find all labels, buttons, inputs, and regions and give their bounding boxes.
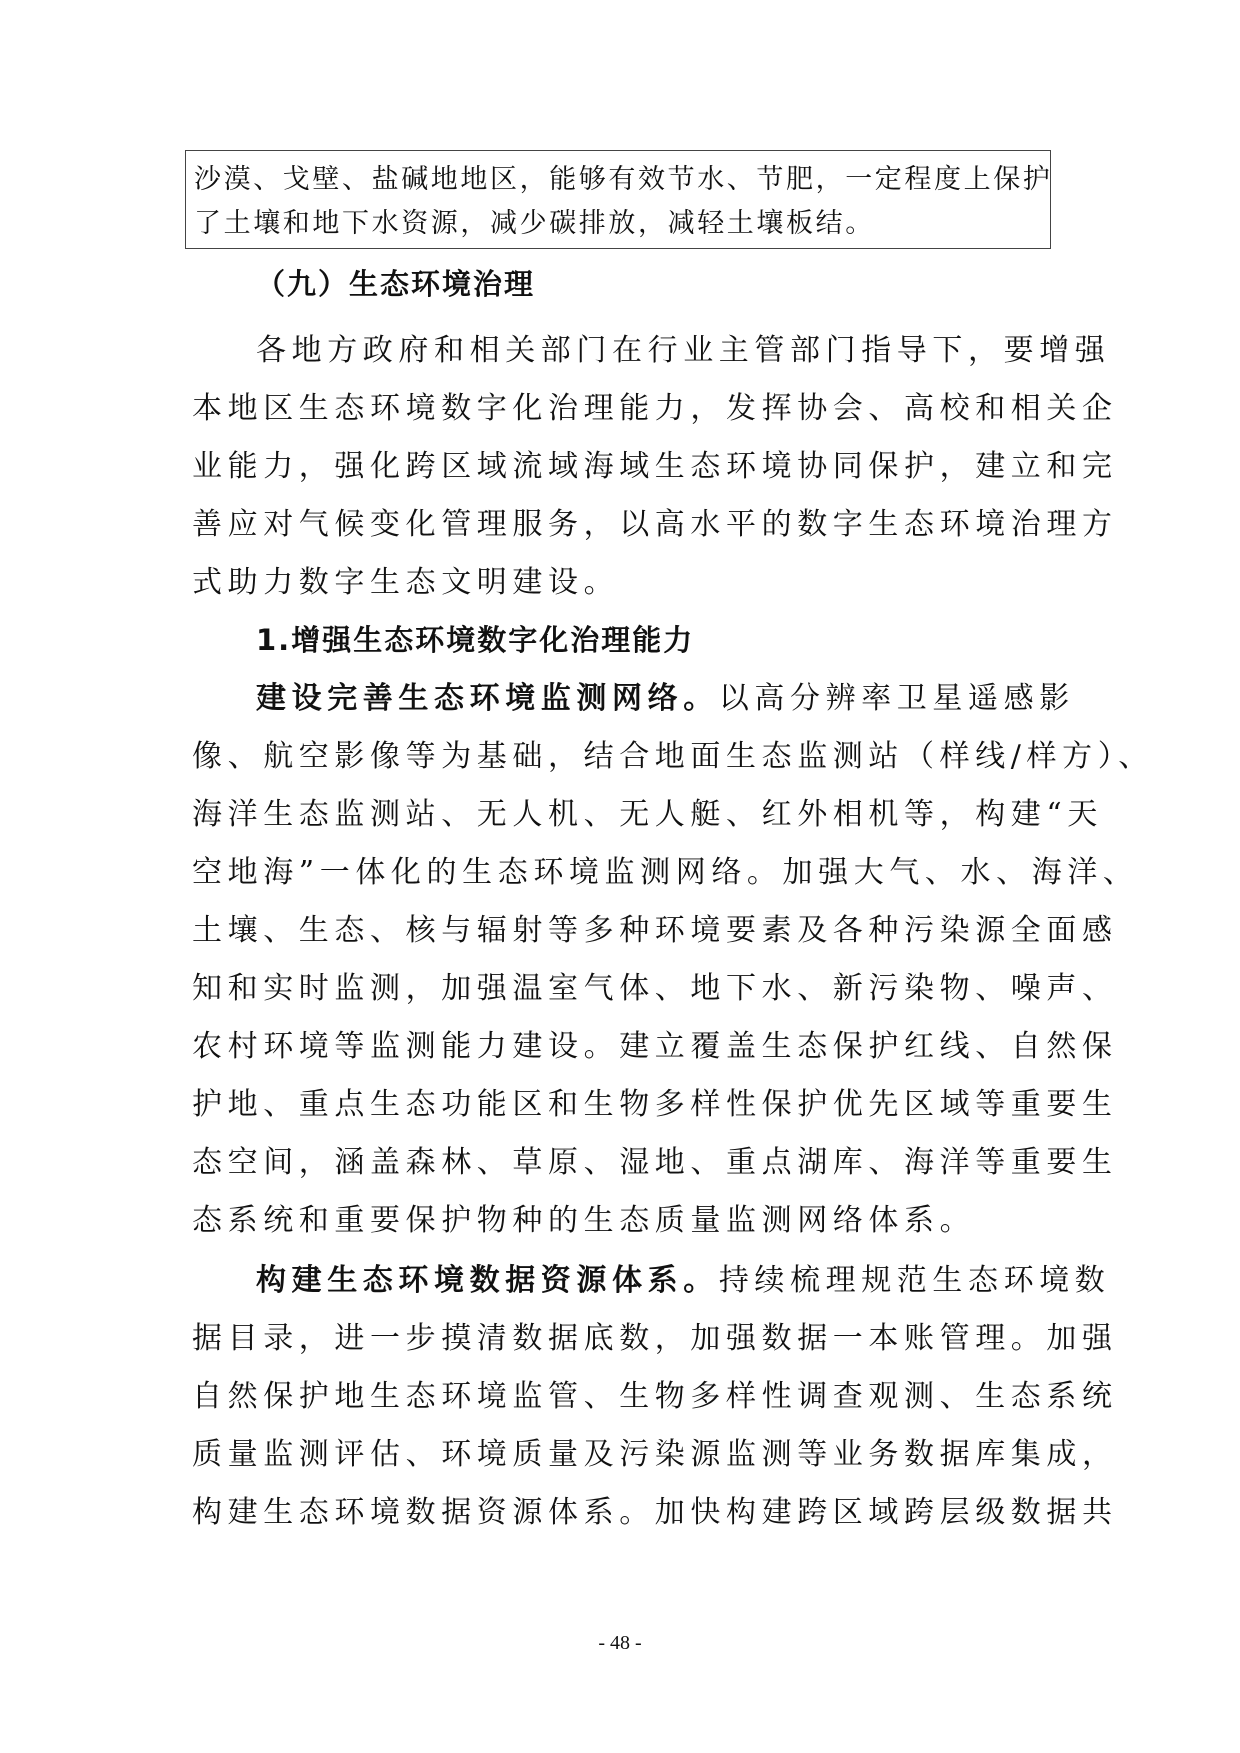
section-heading: （九）生态环境治理 [256, 267, 536, 301]
para2-line: 自然保护地生态环境监管、生物多样性调查观测、生态系统 [192, 1379, 1118, 1414]
para1-line: 土壤、生态、核与辐射等多种环境要素及各种污染源全面感 [192, 913, 1118, 948]
para1-line: 态系统和重要保护物种的生态质量监测网络体系。 [192, 1203, 976, 1238]
page-number: - 48 - [598, 1632, 642, 1654]
para1-first-line [256, 673, 1075, 717]
intro-line: 各地方政府和相关部门在行业主管部门指导下，要增强 [256, 333, 1111, 368]
para2-lead: 构建生态环境数据资源体系。 [256, 1263, 719, 1298]
intro-line: 善应对气候变化管理服务，以高水平的数字生态环境治理方 [192, 507, 1118, 542]
box-line: 沙漠、戈壁、盐碱地地区，能够有效节水、节肥，一定程度上保护 [194, 164, 1053, 195]
para2-first-rest: 持续梳理规范生态环境数 [718, 1263, 1111, 1298]
para1-line: 空地海”一体化的生态环境监测网络。加强大气、水、海洋、 [192, 855, 1139, 890]
para1-line: 像、航空影像等为基础，结合地面生态监测站（样线/样方）、 [192, 739, 1154, 774]
highlight-box [185, 150, 1051, 249]
para1-line: 农村环境等监测能力建设。建立覆盖生态保护红线、自然保 [192, 1029, 1118, 1064]
intro-line: 业能力，强化跨区域流域海域生态环境协同保护，建立和完 [192, 449, 1118, 484]
subheading: 1.增强生态环境数字化治理能力 [256, 623, 695, 657]
para2-line: 据目录，进一步摸清数据底数，加强数据一本账管理。加强 [192, 1321, 1118, 1356]
para1-lead: 建设完善生态环境监测网络。 [256, 681, 719, 716]
para1-line: 护地、重点生态功能区和生物多样性保护优先区域等重要生 [192, 1087, 1118, 1122]
box-line: 了土壤和地下水资源，减少碳排放，减轻土壤板结。 [194, 208, 875, 239]
intro-line: 式助力数字生态文明建设。 [192, 565, 620, 600]
para1-line: 海洋生态监测站、无人机、无人艇、红外相机等，构建“天 [192, 797, 1103, 832]
intro-line: 本地区生态环境数字化治理能力，发挥协会、高校和相关企 [192, 391, 1118, 426]
para2-first-line [256, 1255, 1110, 1299]
para1-first-rest: 以高分辨率卫星遥感影 [718, 681, 1075, 716]
para1-line: 态空间，涵盖森林、草原、湿地、重点湖库、海洋等重要生 [192, 1145, 1118, 1180]
para2-line: 质量监测评估、环境质量及污染源监测等业务数据库集成， [192, 1437, 1118, 1472]
para1-line: 知和实时监测，加强温室气体、地下水、新污染物、噪声、 [192, 971, 1118, 1006]
para2-line: 构建生态环境数据资源体系。加快构建跨区域跨层级数据共 [192, 1495, 1118, 1530]
